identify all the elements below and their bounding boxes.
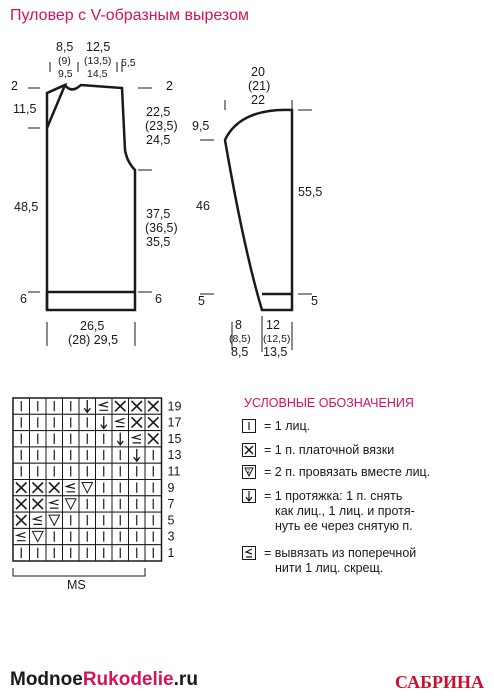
slip-arrow-icon xyxy=(242,489,256,503)
chart-cell-k xyxy=(13,398,30,414)
chart-cell-k xyxy=(145,528,162,544)
chart-cell-k xyxy=(96,512,113,528)
chart-cell-k xyxy=(13,545,30,561)
chart-row-labels xyxy=(168,399,182,560)
left-lift-icon xyxy=(242,546,256,560)
chart-cell-k xyxy=(96,463,113,479)
sleeve-dimension-lines xyxy=(200,100,312,352)
chart-cell-cross xyxy=(30,480,47,496)
chart-cell-cross xyxy=(129,414,146,430)
site-logo-part1: Modnoe xyxy=(10,669,83,690)
chart-cell-left xyxy=(13,528,30,544)
front-right-armhole-label: 22,5 xyxy=(146,105,171,119)
chart-cell-k xyxy=(30,398,47,414)
chart-cell-k xyxy=(63,398,80,414)
sleeve-bottom-right-label: 12 xyxy=(266,318,280,332)
front-right-body-label: 37,5 xyxy=(146,207,171,221)
chart-cell-k xyxy=(46,528,63,544)
garter-cross-icon xyxy=(242,443,256,457)
chart-cell-k xyxy=(79,447,96,463)
chart-cell-k xyxy=(13,431,30,447)
front-shoulder-width-label-3: 14,5 xyxy=(87,68,108,80)
chart-cell-k2tog xyxy=(46,512,63,528)
page-title: Пуловер с V-образным вырезом xyxy=(10,7,249,24)
chart-cell-k xyxy=(112,545,129,561)
sleeve-bottom-left-label-2: (8,5) xyxy=(229,333,251,345)
chart-cell-k2tog xyxy=(79,480,96,496)
legend-item-label-cont-2: нуть ее через снятую п. xyxy=(275,519,413,533)
chart-cell-k xyxy=(145,512,162,528)
chart-cell-k xyxy=(30,463,47,479)
front-piece xyxy=(47,85,135,310)
chart-cell-k xyxy=(46,447,63,463)
chart-cell-k xyxy=(79,463,96,479)
legend-item-label: = 2 п. провязать вместе лиц. xyxy=(264,465,431,479)
sleeve-bottom-right-label-2: (12,5) xyxy=(263,333,291,345)
chart-cell-k xyxy=(112,528,129,544)
chart-cell-k xyxy=(96,545,113,561)
sleeve-bottom-left-label: 8 xyxy=(235,318,242,332)
chart-cell-k2tog xyxy=(63,496,80,512)
brand-logo: САБРИНА xyxy=(395,672,484,692)
chart-cell-cross xyxy=(112,398,129,414)
chart-cell-cross xyxy=(46,480,63,496)
front-left-top-label: 2 xyxy=(11,79,18,93)
chart-cell-k xyxy=(63,414,80,430)
sleeve-top-width-label-2: (21) xyxy=(248,79,271,93)
chart-cell-k xyxy=(79,414,96,430)
chart-cell-k xyxy=(129,480,146,496)
front-small-label: 5,5 xyxy=(121,57,136,69)
chart-cell-slip xyxy=(129,447,146,463)
chart-cell-k xyxy=(46,431,63,447)
chart-cell-left xyxy=(30,512,47,528)
chart-cell-k xyxy=(96,528,113,544)
chart-cell-left xyxy=(46,496,63,512)
knit-symbol-icon xyxy=(242,419,256,433)
chart-cell-k xyxy=(145,545,162,561)
chart-cell-k xyxy=(145,480,162,496)
chart-cell-k xyxy=(129,496,146,512)
svg-text:2: 2 xyxy=(247,469,251,475)
chart-cell-k xyxy=(30,414,47,430)
chart-cell-k xyxy=(129,545,146,561)
front-shoulder-width-label: 12,5 xyxy=(86,40,111,54)
chart-cell-left xyxy=(63,480,80,496)
sleeve-piece xyxy=(225,110,292,310)
legend-item-label: = 1 протяжка: 1 п. снять xyxy=(264,489,403,503)
chart-cell-left xyxy=(96,398,113,414)
front-shoulder-width-label-2: (13,5) xyxy=(84,55,112,67)
chart-cell-cross xyxy=(13,480,30,496)
sleeve-right-cuff-label: 5 xyxy=(311,294,318,308)
chart-cell-k xyxy=(13,414,30,430)
chart-cell-k xyxy=(129,512,146,528)
chart-cell-k xyxy=(63,431,80,447)
chart-cell-k xyxy=(112,512,129,528)
chart-row-label: 11 xyxy=(167,464,181,479)
chart-cell-k xyxy=(79,545,96,561)
chart-row-label: 3 xyxy=(167,529,175,544)
chart-cell-k xyxy=(79,431,96,447)
chart-cell-k xyxy=(145,463,162,479)
chart-cell-k xyxy=(63,545,80,561)
front-neck-width-label-2: (9) xyxy=(58,55,71,67)
chart-cell-cross xyxy=(145,414,162,430)
sleeve-left-cuff-label: 5 xyxy=(198,294,205,308)
chart-cell-k2tog xyxy=(30,528,47,544)
chart-cell-cross xyxy=(13,512,30,528)
chart-cell-k xyxy=(96,431,113,447)
front-left-body-label: 48,5 xyxy=(14,200,39,214)
legend-item-label: = 1 лиц. xyxy=(264,419,311,433)
front-bottom-width-label-2: (28) 29,5 xyxy=(68,333,119,347)
sleeve-right-length-label: 55,5 xyxy=(298,185,323,199)
chart-cell-slip xyxy=(96,414,113,430)
front-bottom-width-label: 26,5 xyxy=(80,319,105,333)
chart-cell-k xyxy=(63,447,80,463)
site-logo-part2: Rukodelie xyxy=(82,669,174,690)
front-right-body-label-3: 35,5 xyxy=(146,235,171,249)
chart-cell-k xyxy=(30,545,47,561)
chart-cell-k xyxy=(96,447,113,463)
chart-cell-k xyxy=(13,463,30,479)
chart-cell-k xyxy=(63,463,80,479)
chart-cell-k xyxy=(46,545,63,561)
chart-cell-k xyxy=(46,414,63,430)
front-right-body-label-2: (36,5) xyxy=(145,221,178,235)
chart-cell-slip xyxy=(112,431,129,447)
front-right-top-label: 2 xyxy=(166,79,173,93)
legend-item-label: = вывязать из поперечной xyxy=(264,546,417,560)
chart-cell-k xyxy=(79,528,96,544)
chart-cell-k xyxy=(145,496,162,512)
chart-cell-k xyxy=(112,496,129,512)
chart-cell-k xyxy=(145,447,162,463)
k2tog-icon xyxy=(242,465,256,479)
chart-cell-cross xyxy=(13,496,30,512)
chart-cell-k xyxy=(79,512,96,528)
sleeve-bottom-left-label-3: 8,5 xyxy=(231,345,249,359)
legend-title: УСЛОВНЫЕ ОБОЗНАЧЕНИЯ xyxy=(244,396,414,410)
sleeve-top-width-label-3: 22 xyxy=(251,93,265,107)
legend-item-label: = 1 п. платочной вязки xyxy=(264,443,395,457)
sleeve-bottom-right-label-3: 13,5 xyxy=(263,345,288,359)
chart-row-label: 5 xyxy=(167,513,175,528)
chart-cell-k xyxy=(46,398,63,414)
front-right-armhole-label-2: (23,5) xyxy=(145,119,178,133)
chart-cell-k xyxy=(96,480,113,496)
site-logo[interactable] xyxy=(10,669,198,691)
chart-cell-slip xyxy=(79,398,96,414)
chart-cell-k xyxy=(112,480,129,496)
chart-row-label: 9 xyxy=(167,480,175,495)
chart-row-label: 7 xyxy=(167,497,175,512)
chart-cell-k xyxy=(129,463,146,479)
front-right-rib-label: 6 xyxy=(155,292,162,306)
chart-cell-left xyxy=(129,431,146,447)
chart-cell-k xyxy=(63,528,80,544)
chart-cell-k xyxy=(30,431,47,447)
sleeve-top-width-label: 20 xyxy=(251,65,265,79)
legend-item-label-cont: нити 1 лиц. скрещ. xyxy=(275,561,384,575)
front-neck-width-label: 8,5 xyxy=(56,40,74,54)
site-logo-part3: .ru xyxy=(173,669,198,690)
front-right-armhole-label-3: 24,5 xyxy=(146,133,171,147)
chart-row-label: 15 xyxy=(167,431,182,446)
chart-cell-k xyxy=(13,447,30,463)
chart-cell-k xyxy=(112,447,129,463)
chart-row-label: 17 xyxy=(167,415,182,430)
sleeve-labels xyxy=(192,65,322,359)
chart-cell-cross xyxy=(30,496,47,512)
chart-row-label: 1 xyxy=(167,546,175,560)
legend-item-label-cont: как лиц., 1 лиц. и протя- xyxy=(275,504,415,518)
chart-cell-k xyxy=(79,496,96,512)
chart-cell-k xyxy=(46,463,63,479)
chart-cell-left xyxy=(112,414,129,430)
chart-cell-k xyxy=(30,447,47,463)
chart-cell-k xyxy=(96,496,113,512)
chart-cell-cross xyxy=(129,398,146,414)
chart-row-label: 19 xyxy=(167,399,182,414)
chart-cell-cross xyxy=(145,398,162,414)
front-left-armhole-label: 11,5 xyxy=(13,102,37,116)
chart-cell-k xyxy=(129,528,146,544)
chart-cell-k xyxy=(63,512,80,528)
chart-row-label: 13 xyxy=(167,448,182,463)
stitch-chart xyxy=(13,398,162,561)
sleeve-left-length-label: 46 xyxy=(196,199,210,213)
front-neck-width-label-3: 9,5 xyxy=(58,68,73,80)
chart-repeat-label: MS xyxy=(67,578,86,592)
front-left-rib-label: 6 xyxy=(20,292,27,306)
sleeve-cap-label: 9,5 xyxy=(192,119,210,133)
chart-cell-k xyxy=(112,463,129,479)
chart-cell-cross xyxy=(145,431,162,447)
chart-repeat-bracket xyxy=(13,568,145,576)
